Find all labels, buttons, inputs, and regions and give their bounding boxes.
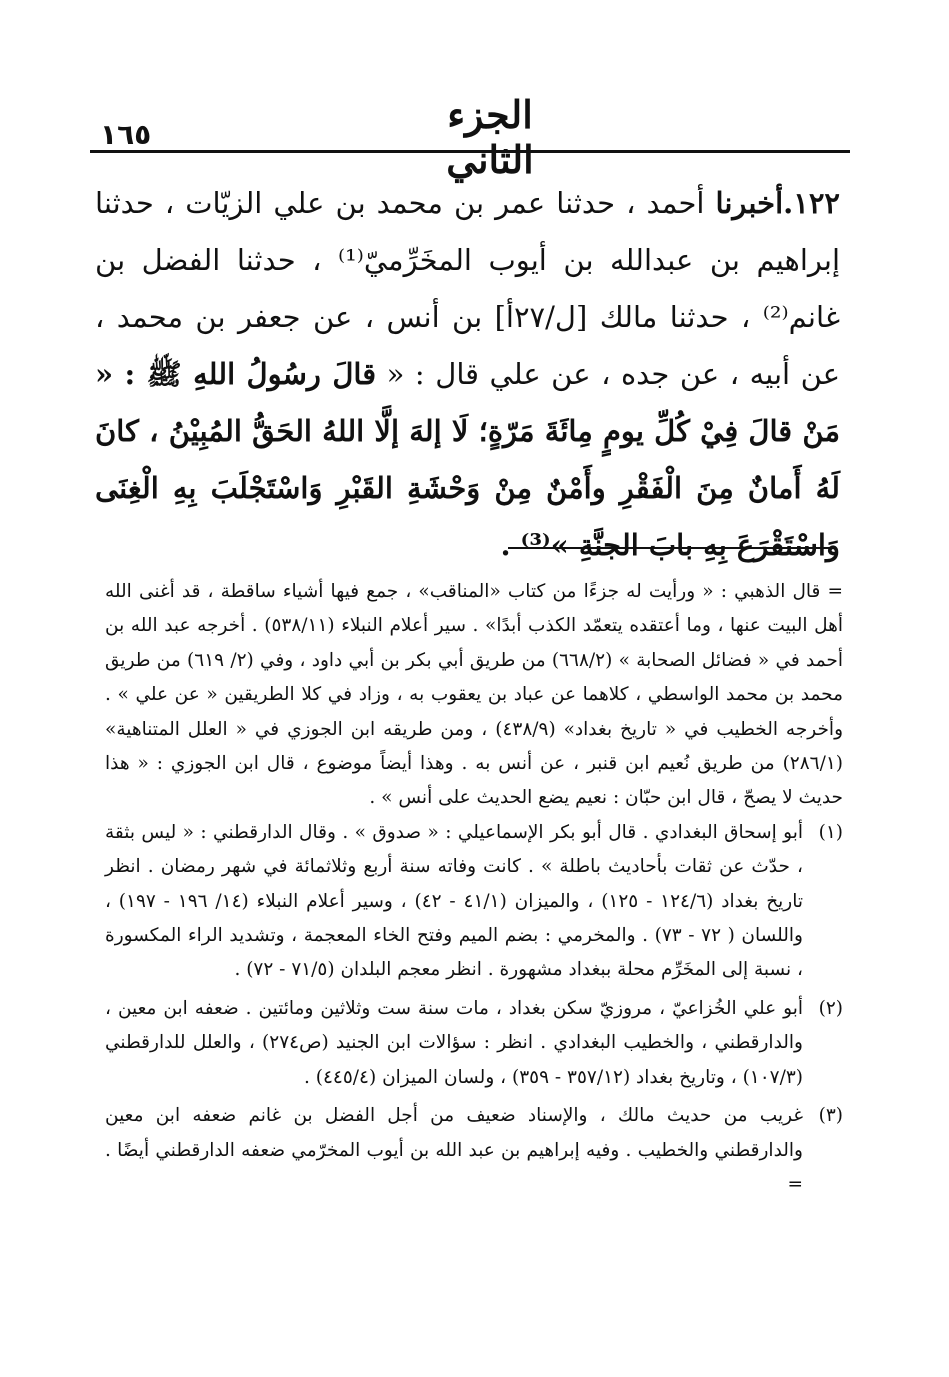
footnotes xyxy=(105,575,843,1202)
hadith-matn: قالَ رسُولُ اللهِ ﷺ : « مَنْ قالَ فِيْ كُلِّ يومٍ مِائَةَ مَرّةٍ؛ لَا إلهَ إلَّا اللهُ الحَقُّ المُبِيْنُ ، كانَ لَهُ أَمانٌ مِنَ الْفَقْرِ وأَمْنٌ مِنْ وَحْشَةِ القَبْرِ وَاسْتَجْلَبَ بِهِ الْغِنَى وَاسْتَقْرَعَ بِهِ بابَ الجنَّةِ »⁽³⁾ . xyxy=(95,357,840,562)
hadith-block xyxy=(95,175,840,574)
page-header xyxy=(90,92,850,182)
footnote-marker: (١) xyxy=(818,821,843,843)
hadith-number: ١٢٢. xyxy=(783,186,841,220)
hadith-lead: أخبرنا xyxy=(715,186,784,220)
footnote-2 xyxy=(105,992,843,1095)
footnote-separator xyxy=(508,547,834,549)
footnote-marker: (٣) xyxy=(818,1105,843,1127)
footnote-1 xyxy=(105,816,843,988)
footnote-text: غريب من حديث مالك ، والإسناد ضعيف من أجل الفضل بن غانم ضعفه ابن معين والدارقطني والخطيب . وفيه إبراهيم بن عبد الله بن أيوب المخرّمي ضعفه الدارقطني أيضًا . = xyxy=(105,1105,803,1195)
hadith-paragraph xyxy=(95,175,840,574)
footnote-continuation: = قال الذهبي : « ورأيت له جزءًا من كتاب «المناقب» ، جمع فيها أشياء ساقطة ، قد أغنى الله أهل البيت عنها ، وما أعتقده يتعمّد الكذب أبدًا» . سير أعلام النبلاء (٥٣٨/١١) . أخرجه عبد الله بن أحمد في « فضائل الصحابة » (٦٦٨/٢) من طريق أبي بكر بن أبي داود ، وفي (٢/ ٦١٩) من طريق محمد بن محمد الواسطي ، كلاهما عن عباد بن يعقوب به ، وزاد في كلا الطريقين « عن علي » . وأخرجه الخطيب في « تاريخ بغداد» (٤٣٨/٩) ، ومن طريقه ابن الجوزي في « العلل المتناهية» (٢٨٦/١) من طريق نُعيم ابن قنبر ، عن أنس به . وهذا أيضاً موضوع ، قال ابن الجوزي : « هذا حديث لا يصحّ ، قال ابن حبّان : نعيم يضع الحديث على أنس » . xyxy=(105,581,844,809)
hadith-isnad: أحمد ، حدثنا عمر بن محمد بن علي الزيّات ، حدثنا إبراهيم بن عبدالله بن أيوب المخَرِّميّ⁽¹⁾ ، حدثنا الفضل بن غانم⁽²⁾ ، حدثنا مالك [ل/٢٧أ] بن أنس ، عن جعفر بن محمد ، عن أبيه ، عن جده ، عن علي قال : « xyxy=(95,186,841,391)
footnote-text: أبو إسحاق البغدادي . قال أبو بكر الإسماعيلي : « صدوق » . وقال الدارقطني : « ليس بثقة ، حدّث عن ثقات بأحاديث باطلة » . كانت وفاته سنة أربع وثلاثمائة في شهر رمضان . انظر تاريخ بغداد (١٢٤/٦ - ١٢٥) ، والميزان (٤١/١ - ٤٢) ، وسير أعلام النبلاء (١٤/ ١٩٦ - ١٩٧) ، واللسان ( ٧٢ - ٧٣) . والمخرمي : بضم الميم وفتح الخاء المعجمة ، وتشديد الراء المكسورة ، نسبة إلى المخَرِّم محلة ببغداد مشهورة . انظر معجم البلدان (٧١/٥ - ٧٢) . xyxy=(105,821,804,981)
header-rule xyxy=(90,150,850,153)
footnote-3 xyxy=(105,1099,843,1202)
running-title: الجزء الثاني xyxy=(446,92,534,182)
footnote-text: أبو علي الخُزاعيّ ، مروزيّ سكن بغداد ، مات سنة ست وثلاثين ومائتين . ضعفه ابن معين ، والدارقطني ، والخطيب البغدادي . انظر : سؤالات ابن الجنيد (ص٢٧٤) ، والعلل للدارقطني (١٠٧/٣) ، وتاريخ بغداد (٣٥٧/١٢ - ٣٥٩) ، ولسان الميزان (٤٤٥/٤) . xyxy=(105,997,803,1088)
page-number: ١٦٥ xyxy=(100,118,152,151)
footnote-marker: (٢) xyxy=(818,997,843,1019)
